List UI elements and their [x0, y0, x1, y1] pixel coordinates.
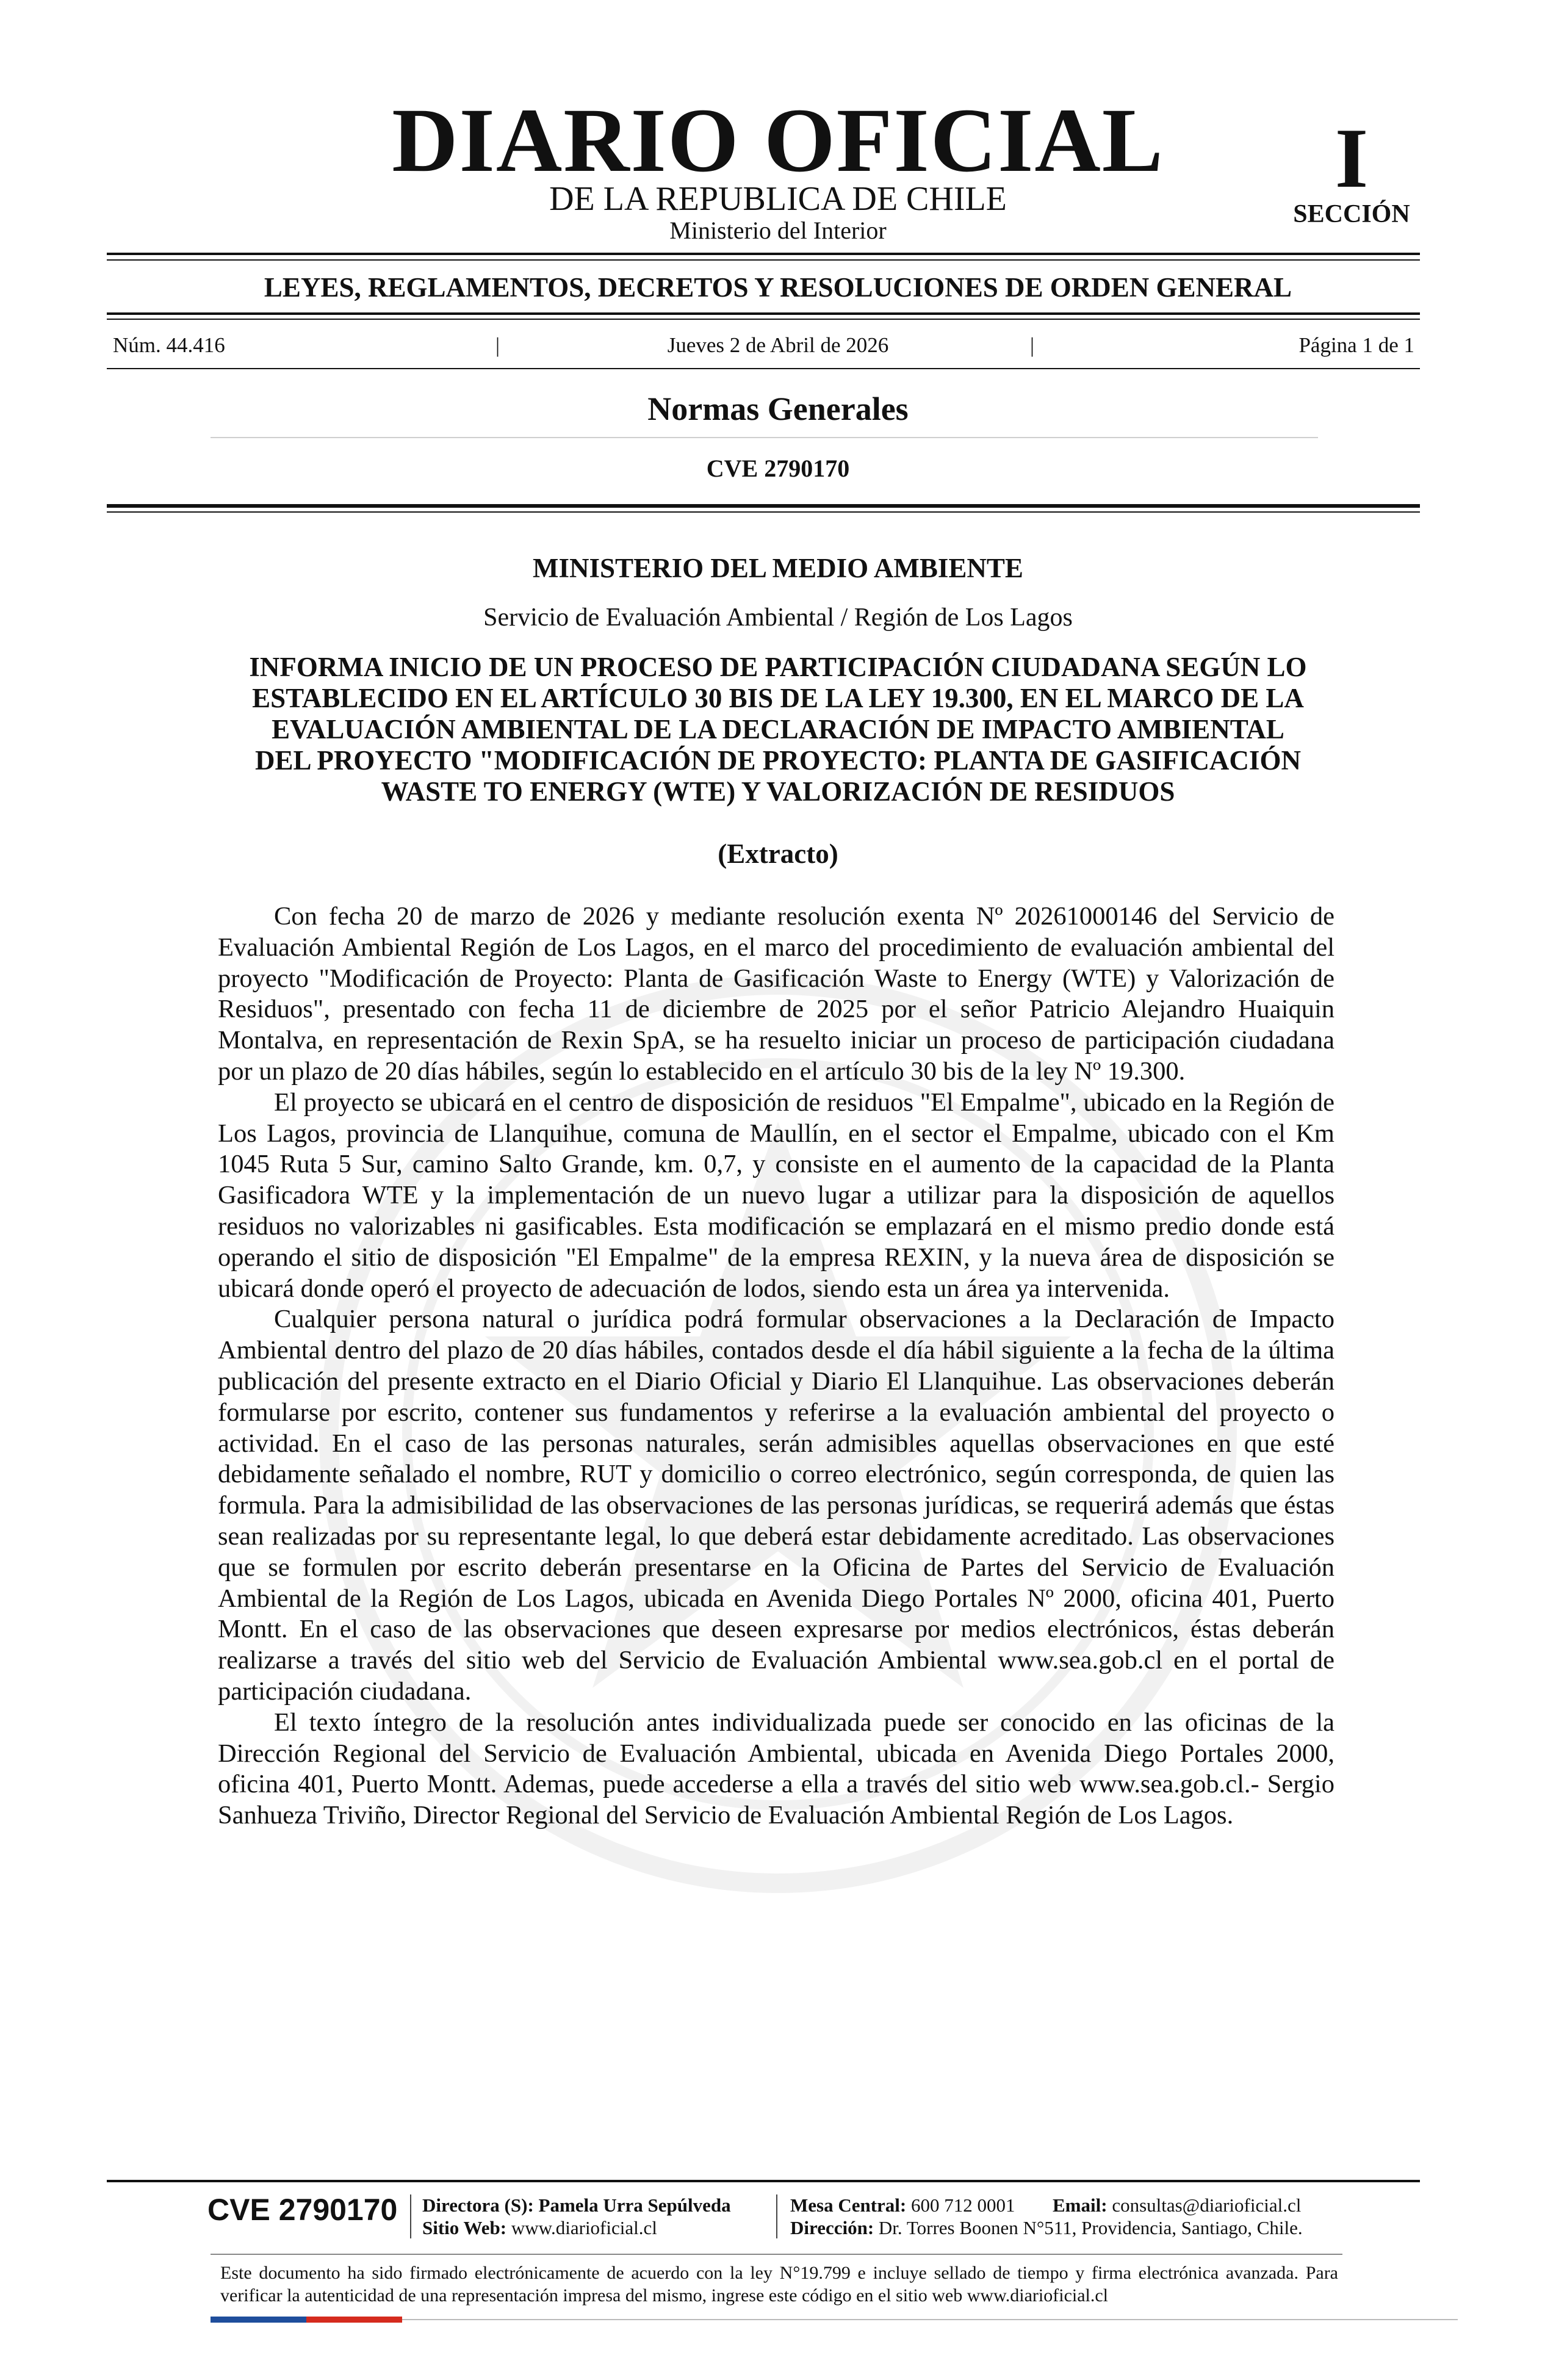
signature-note: Este documento ha sido firmado electrónicamente de acuerdo con la ley N°19.799 e incluye sellado de tiempo y firma electrónica avanzada. Para verificar la autenticidad de una representación impresa del mismo, ingrese este código en el sitio web www.diarioficial.cl [220, 2263, 1338, 2306]
website-link[interactable]: www.diarioficial.cl [511, 2217, 657, 2238]
laws-rule-thin [107, 319, 1420, 320]
body-text [218, 901, 1334, 1831]
issue-separator-2: | [1030, 333, 1035, 357]
title-line: INFORMA INICIO DE UN PROCESO DE PARTICIPACIÓN CIUDADANA SEGÚN LO [249, 652, 1307, 682]
laws-rule-thick [107, 312, 1420, 315]
director-name: Pamela Urra Sepúlveda [538, 2194, 731, 2216]
info-rule [107, 368, 1420, 369]
page-indicator: Página 1 de 1 [1298, 333, 1414, 357]
footer-phone [790, 2194, 1015, 2216]
document-title [211, 652, 1345, 807]
service-line: Servicio de Evaluación Ambiental / Región de Los Lagos [483, 604, 1073, 632]
email-label: Email: [1053, 2194, 1108, 2216]
address-label: Dirección: [790, 2217, 874, 2238]
flag-stripe-red [306, 2317, 402, 2323]
paragraph: El texto íntegro de la resolución antes individualizada puede ser conocido en las oficinas de la Dirección Regional del Servicio de Evaluación Ambiental, ubicada en Avenida Diego Portales 2000, oficina 401, Puerto Montt. Ademas, puede accederse a ella a través del sitio web www.sea.gob.cl.- Sergio Sanhueza Triviño, Director Regional del Servicio de Evaluación Ambiental Región de Los Lagos. [218, 1707, 1334, 1830]
footer-director [422, 2194, 731, 2216]
ministry-heading: MINISTERIO DEL MEDIO AMBIENTE [533, 553, 1023, 583]
header-rule-thin [107, 511, 1420, 513]
title-line: EVALUACIÓN AMBIENTAL DE LA DECLARACIÓN DE IMPACTO AMBIENTAL [272, 714, 1284, 745]
masthead-rule-thick [107, 253, 1420, 255]
address-value: Dr. Torres Boonen N°511, Providencia, Santiago, Chile. [878, 2217, 1303, 2238]
phone-value: 600 712 0001 [911, 2194, 1015, 2216]
masthead-subtitle: DE LA REPUBLICA DE CHILE [549, 180, 1007, 218]
footer-email [1053, 2194, 1301, 2216]
title-divider [211, 437, 1318, 438]
cve-code: CVE 2790170 [706, 455, 850, 482]
footer-separator [211, 2254, 1342, 2255]
title-line: ESTABLECIDO EN EL ARTÍCULO 30 BIS DE LA LEY 19.300, EN EL MARCO DE LA [252, 683, 1304, 713]
paragraph: Con fecha 20 de marzo de 2026 y mediante resolución exenta Nº 20261000146 del Servicio de Evaluación Ambiental Región de Los Lagos, en el marco del procedimiento de evaluación ambiental del proyecto "Modificación de Proyecto: Planta de Gasificación Waste to Energy (WTE) y Valorización de Residuos", presentado con fecha 11 de diciembre de 2025 por el señor Patricio Alejandro Huaiquin Montalva, en representación de Rexin SpA, se ha resuelto iniciar un proceso de participación ciudadana por un plazo de 20 días hábiles, según lo establecido en el artículo 30 bis de la ley Nº 19.300. [218, 902, 1334, 1086]
extract-label: (Extracto) [718, 838, 838, 869]
laws-line: LEYES, REGLAMENTOS, DECRETOS Y RESOLUCIONES DE ORDEN GENERAL [264, 272, 1292, 303]
footer-website [422, 2217, 657, 2239]
issue-number: Núm. 44.416 [113, 333, 225, 357]
flag-stripe-blue [211, 2317, 306, 2323]
footer-address [790, 2217, 1303, 2239]
footer-rule [107, 2180, 1420, 2182]
section-number: I [1334, 111, 1369, 206]
issue-date: Jueves 2 de Abril de 2026 [667, 333, 889, 357]
footer-cve: CVE 2790170 [207, 2193, 398, 2227]
section-label: SECCIÓN [1293, 200, 1410, 228]
page-title: Normas Generales [647, 391, 909, 427]
header-rule-thick [107, 504, 1420, 508]
title-line: WASTE TO ENERGY (WTE) Y VALORIZACIÓN DE RESIDUOS [381, 776, 1175, 807]
director-label: Directora (S): [422, 2194, 534, 2216]
footer-divider-1 [410, 2194, 411, 2238]
paragraph: Cualquier persona natural o jurídica podrá formular observaciones a la Declaración de Impacto Ambiental dentro del plazo de 20 días hábiles, contados desde el día hábil siguiente a la fecha de la última publicación del presente extracto en el Diario Oficial y Diario El Llanquihue. Las observaciones deberán formularse por escrito, contener sus fundamentos y referirse a la evaluación ambiental del proyecto o actividad. En el caso de las personas naturales, serán admisibles aquellas observaciones en que esté debidamente señalado el nombre, RUT y domicilio o correo electrónico, según corresponda, de quien las formula. Para la admisibilidad de las observaciones de las personas jurídicas, se requerirá además que éstas sean realizadas por su representante legal, lo que deberá estar debidamente acreditado. Las observaciones que se formulen por escrito deberán presentarse en la Oficina de Partes del Servicio de Evaluación Ambiental de la Región de Los Lagos, ubicada en Avenida Diego Portales Nº 2000, oficina 401, Puerto Montt. En el caso de las observaciones que deseen expresarse por medios electrónicos, éstas deberán realizarse a través del sitio web del Servicio de Evaluación Ambiental www.sea.gob.cl en el portal de participación ciudadana. [218, 1305, 1334, 1706]
masthead-ministry: Ministerio del Interior [669, 217, 887, 244]
phone-label: Mesa Central: [790, 2194, 907, 2216]
footer-divider-2 [776, 2194, 777, 2238]
website-label: Sitio Web: [422, 2217, 507, 2238]
masthead-rule-thin [107, 259, 1420, 261]
title-line: DEL PROYECTO "MODIFICACIÓN DE PROYECTO: PLANTA DE GASIFICACIÓN [255, 745, 1301, 776]
email-link[interactable]: consultas@diarioficial.cl [1112, 2194, 1302, 2216]
flag-stripe-line [402, 2319, 1458, 2320]
paragraph: El proyecto se ubicará en el centro de disposición de residuos "El Empalme", ubicado en la Región de Los Lagos, provincia de Llanquihue, comuna de Maullín, en el sector el Empalme, ubicado con el Km 1045 Ruta 5 Sur, camino Salto Grande, km. 0,7, y consiste en el aumento de la capacidad de la Planta Gasificadora WTE y la implementación de un nuevo lugar a utilizar para la disposición de aquellos residuos no valorizables ni gasificables. Esta modificación se emplazará en el mismo predio donde está operando el sitio de disposición "El Empalme" de la empresa REXIN, y la nueva área de disposición se ubicará donde operó el proyecto de adecuación de lodos, siendo esta un área ya intervenida. [218, 1087, 1334, 1303]
issue-separator-1: | [495, 333, 500, 357]
masthead-title: DIARIO OFICIAL [392, 90, 1164, 191]
